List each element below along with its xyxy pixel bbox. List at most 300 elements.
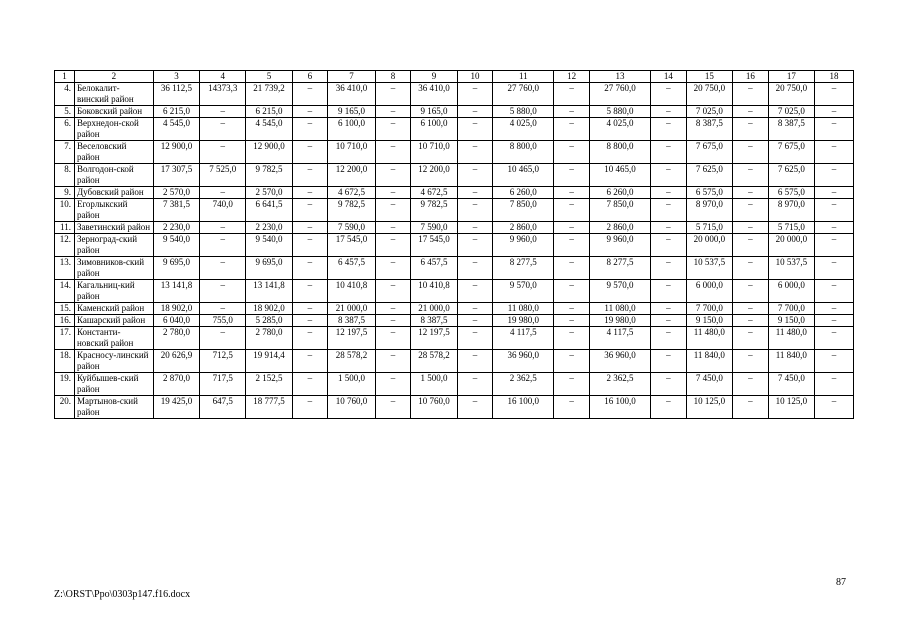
- table-cell: –: [200, 141, 246, 164]
- table-cell: 20 750,0: [686, 83, 732, 106]
- table-cell: 9 540,0: [153, 234, 199, 257]
- table-cell: 4 672,5: [411, 187, 457, 199]
- table-cell: 36 960,0: [493, 350, 554, 373]
- table-cell: –: [375, 199, 411, 222]
- table-cell: 2 860,0: [590, 222, 651, 234]
- table-cell: –: [292, 350, 328, 373]
- table-row: [55, 350, 854, 373]
- table-row: [55, 164, 854, 187]
- table-cell: –: [814, 141, 853, 164]
- table-row: [55, 280, 854, 303]
- row-number: 16.: [55, 315, 75, 327]
- table-cell: –: [375, 234, 411, 257]
- table-cell: 9 782,5: [411, 199, 457, 222]
- table-cell: 7 700,0: [768, 303, 814, 315]
- table-cell: 7 025,0: [768, 106, 814, 118]
- table-cell: 8 277,5: [590, 257, 651, 280]
- table-cell: 712,5: [200, 350, 246, 373]
- table-cell: –: [200, 280, 246, 303]
- table-cell: 2 230,0: [153, 222, 199, 234]
- table-cell: –: [200, 234, 246, 257]
- table-cell: 8 800,0: [590, 141, 651, 164]
- district-name: Константи-новский район: [74, 327, 153, 350]
- table-cell: –: [554, 234, 590, 257]
- table-cell: 16 100,0: [493, 396, 554, 419]
- table-cell: 740,0: [200, 199, 246, 222]
- table-cell: –: [650, 187, 686, 199]
- table-cell: 9 960,0: [493, 234, 554, 257]
- column-number-13: 13: [590, 71, 651, 83]
- table-cell: 12 200,0: [328, 164, 375, 187]
- row-number: 8.: [55, 164, 75, 187]
- table-cell: 4 025,0: [493, 118, 554, 141]
- table-cell: –: [732, 222, 768, 234]
- table-cell: 16 100,0: [590, 396, 651, 419]
- table-cell: 7 590,0: [411, 222, 457, 234]
- row-number: 19.: [55, 373, 75, 396]
- table-cell: –: [375, 164, 411, 187]
- column-number-9: 9: [411, 71, 457, 83]
- column-number-11: 11: [493, 71, 554, 83]
- table-cell: –: [732, 187, 768, 199]
- table-row: [55, 118, 854, 141]
- column-number-16: 16: [732, 71, 768, 83]
- column-number-17: 17: [768, 71, 814, 83]
- district-name: Волгодон-ской район: [74, 164, 153, 187]
- table-cell: –: [375, 257, 411, 280]
- table-cell: 9 570,0: [590, 280, 651, 303]
- table-cell: 7 450,0: [768, 373, 814, 396]
- table-cell: 8 277,5: [493, 257, 554, 280]
- table-cell: 9 165,0: [411, 106, 457, 118]
- table-cell: 2 230,0: [246, 222, 292, 234]
- table-cell: 21 000,0: [328, 303, 375, 315]
- table-cell: 36 112,5: [153, 83, 199, 106]
- table-cell: –: [457, 141, 493, 164]
- table-cell: 8 387,5: [768, 118, 814, 141]
- table-cell: –: [292, 280, 328, 303]
- table-cell: –: [292, 257, 328, 280]
- table-cell: –: [814, 234, 853, 257]
- table-cell: 5 715,0: [768, 222, 814, 234]
- table-cell: –: [457, 396, 493, 419]
- table-cell: –: [457, 315, 493, 327]
- row-number: 20.: [55, 396, 75, 419]
- table-cell: –: [375, 396, 411, 419]
- table-row: [55, 234, 854, 257]
- table-cell: 4 025,0: [590, 118, 651, 141]
- table-cell: –: [375, 222, 411, 234]
- row-number: 4.: [55, 83, 75, 106]
- column-number-6: 6: [292, 71, 328, 83]
- table-cell: 8 800,0: [493, 141, 554, 164]
- table-cell: 10 760,0: [328, 396, 375, 419]
- table-cell: 11 480,0: [768, 327, 814, 350]
- table-cell: –: [814, 199, 853, 222]
- table-cell: 11 080,0: [493, 303, 554, 315]
- table-cell: –: [554, 222, 590, 234]
- table-cell: 7 700,0: [686, 303, 732, 315]
- table-cell: –: [554, 187, 590, 199]
- table-cell: 5 880,0: [493, 106, 554, 118]
- column-number-10: 10: [457, 71, 493, 83]
- table-cell: –: [554, 396, 590, 419]
- table-cell: 36 410,0: [411, 83, 457, 106]
- column-number-15: 15: [686, 71, 732, 83]
- column-number-18: 18: [814, 71, 853, 83]
- table-cell: 18 902,0: [153, 303, 199, 315]
- district-name: Боковский район: [74, 106, 153, 118]
- table-cell: 2 780,0: [153, 327, 199, 350]
- table-cell: 2 570,0: [246, 187, 292, 199]
- table-cell: 2 780,0: [246, 327, 292, 350]
- table-cell: 19 425,0: [153, 396, 199, 419]
- table-row: [55, 257, 854, 280]
- table-cell: –: [375, 280, 411, 303]
- table-cell: –: [375, 187, 411, 199]
- table-cell: –: [814, 303, 853, 315]
- district-name: Дубовский район: [74, 187, 153, 199]
- table-cell: –: [814, 222, 853, 234]
- table-cell: –: [457, 280, 493, 303]
- table-cell: –: [457, 303, 493, 315]
- table-cell: –: [732, 118, 768, 141]
- table-cell: –: [650, 106, 686, 118]
- table-cell: –: [457, 350, 493, 373]
- table-cell: 28 578,2: [411, 350, 457, 373]
- table-cell: –: [650, 222, 686, 234]
- table-cell: –: [732, 106, 768, 118]
- table-cell: –: [554, 315, 590, 327]
- column-number-2: 2: [74, 71, 153, 83]
- page-number: 87: [836, 577, 846, 588]
- table-cell: –: [650, 373, 686, 396]
- table-cell: 5 880,0: [590, 106, 651, 118]
- table-cell: –: [457, 234, 493, 257]
- table-cell: –: [375, 118, 411, 141]
- table-cell: –: [292, 187, 328, 199]
- table-cell: 7 625,0: [768, 164, 814, 187]
- table-cell: 2 152,5: [246, 373, 292, 396]
- table-cell: –: [200, 187, 246, 199]
- table-cell: 12 900,0: [246, 141, 292, 164]
- table-cell: –: [650, 199, 686, 222]
- table-cell: –: [732, 164, 768, 187]
- table-cell: 717,5: [200, 373, 246, 396]
- table-cell: –: [650, 234, 686, 257]
- table-cell: 10 125,0: [686, 396, 732, 419]
- table-cell: 755,0: [200, 315, 246, 327]
- table-cell: –: [814, 315, 853, 327]
- table-cell: 13 141,8: [246, 280, 292, 303]
- column-number-7: 7: [328, 71, 375, 83]
- table-cell: 2 362,5: [493, 373, 554, 396]
- table-cell: –: [732, 141, 768, 164]
- table-cell: –: [650, 83, 686, 106]
- table-cell: 9 782,5: [328, 199, 375, 222]
- table-row: [55, 373, 854, 396]
- table-cell: 7 381,5: [153, 199, 199, 222]
- table-cell: –: [457, 257, 493, 280]
- table-cell: 9 570,0: [493, 280, 554, 303]
- district-name: Егорлыкский район: [74, 199, 153, 222]
- table-row: [55, 83, 854, 106]
- table-cell: 6 641,5: [246, 199, 292, 222]
- table-cell: –: [650, 257, 686, 280]
- table-cell: –: [732, 373, 768, 396]
- table-cell: 12 200,0: [411, 164, 457, 187]
- table-cell: 2 570,0: [153, 187, 199, 199]
- table-cell: –: [814, 350, 853, 373]
- district-name: Заветинский район: [74, 222, 153, 234]
- table-cell: 10 760,0: [411, 396, 457, 419]
- table-cell: 12 900,0: [153, 141, 199, 164]
- column-number-14: 14: [650, 71, 686, 83]
- row-number: 7.: [55, 141, 75, 164]
- table-cell: 647,5: [200, 396, 246, 419]
- row-number: 11.: [55, 222, 75, 234]
- table-cell: –: [732, 257, 768, 280]
- table-cell: 6 100,0: [411, 118, 457, 141]
- table-cell: –: [554, 199, 590, 222]
- table-cell: –: [292, 315, 328, 327]
- table-cell: –: [554, 118, 590, 141]
- table-cell: 8 387,5: [686, 118, 732, 141]
- table-cell: 4 117,5: [590, 327, 651, 350]
- table-cell: 6 457,5: [411, 257, 457, 280]
- table-cell: 36 960,0: [590, 350, 651, 373]
- table-cell: 10 465,0: [590, 164, 651, 187]
- table-cell: 6 215,0: [246, 106, 292, 118]
- table-cell: 10 710,0: [411, 141, 457, 164]
- table-cell: –: [375, 83, 411, 106]
- table-cell: –: [814, 164, 853, 187]
- table-cell: 11 080,0: [590, 303, 651, 315]
- table-cell: 2 362,5: [590, 373, 651, 396]
- table-cell: –: [814, 280, 853, 303]
- table-cell: –: [292, 234, 328, 257]
- table-row: [55, 303, 854, 315]
- district-name: Мартынов-ский район: [74, 396, 153, 419]
- table-cell: 6 575,0: [686, 187, 732, 199]
- table-cell: –: [814, 327, 853, 350]
- table-cell: –: [732, 280, 768, 303]
- table-cell: 17 545,0: [328, 234, 375, 257]
- table-cell: 7 525,0: [200, 164, 246, 187]
- table-cell: 7 025,0: [686, 106, 732, 118]
- table-cell: 19 980,0: [590, 315, 651, 327]
- table-cell: –: [650, 280, 686, 303]
- table-cell: 7 850,0: [493, 199, 554, 222]
- table-cell: 8 387,5: [328, 315, 375, 327]
- table-cell: 7 450,0: [686, 373, 732, 396]
- table-cell: –: [650, 396, 686, 419]
- table-cell: 27 760,0: [493, 83, 554, 106]
- column-number-4: 4: [200, 71, 246, 83]
- column-number-8: 8: [375, 71, 411, 83]
- table-cell: –: [457, 187, 493, 199]
- table-cell: 12 197,5: [411, 327, 457, 350]
- table-cell: –: [650, 303, 686, 315]
- table-cell: –: [292, 106, 328, 118]
- table-cell: 20 000,0: [768, 234, 814, 257]
- table-cell: –: [457, 106, 493, 118]
- district-name: Кагальниц-кий район: [74, 280, 153, 303]
- table-cell: 10 410,8: [328, 280, 375, 303]
- table-cell: –: [375, 141, 411, 164]
- table-cell: 7 625,0: [686, 164, 732, 187]
- table-cell: –: [650, 164, 686, 187]
- table-cell: –: [732, 234, 768, 257]
- table-cell: –: [292, 164, 328, 187]
- table-cell: 6 260,0: [590, 187, 651, 199]
- table-cell: 21 000,0: [411, 303, 457, 315]
- table-cell: –: [457, 164, 493, 187]
- table-cell: –: [457, 199, 493, 222]
- table-cell: –: [554, 257, 590, 280]
- table-cell: –: [200, 303, 246, 315]
- table-cell: –: [375, 373, 411, 396]
- table-cell: –: [457, 118, 493, 141]
- district-name: Белокалит-винский район: [74, 83, 153, 106]
- table-cell: –: [457, 327, 493, 350]
- table-cell: 9 540,0: [246, 234, 292, 257]
- table-cell: –: [200, 118, 246, 141]
- table-row: [55, 222, 854, 234]
- table-cell: 6 040,0: [153, 315, 199, 327]
- table-cell: 10 410,8: [411, 280, 457, 303]
- district-name: Зимовников-ский район: [74, 257, 153, 280]
- district-name: Верхнедон-ской район: [74, 118, 153, 141]
- table-cell: –: [650, 141, 686, 164]
- column-number-3: 3: [153, 71, 199, 83]
- table-cell: 6 260,0: [493, 187, 554, 199]
- table-cell: –: [457, 83, 493, 106]
- table-cell: –: [292, 83, 328, 106]
- table-cell: –: [200, 106, 246, 118]
- table-cell: 9 165,0: [328, 106, 375, 118]
- table-cell: 28 578,2: [328, 350, 375, 373]
- table-cell: 6 100,0: [328, 118, 375, 141]
- table-cell: –: [292, 141, 328, 164]
- district-name: Каменский район: [74, 303, 153, 315]
- table-cell: –: [554, 141, 590, 164]
- table-cell: 7 590,0: [328, 222, 375, 234]
- table-cell: –: [814, 373, 853, 396]
- table-cell: 9 695,0: [153, 257, 199, 280]
- table-cell: –: [292, 373, 328, 396]
- table-cell: –: [732, 83, 768, 106]
- table-row: [55, 141, 854, 164]
- district-name: Веселовский район: [74, 141, 153, 164]
- table-cell: –: [814, 118, 853, 141]
- table-cell: 18 777,5: [246, 396, 292, 419]
- table-row: [55, 327, 854, 350]
- table-cell: –: [814, 257, 853, 280]
- table-cell: 8 387,5: [411, 315, 457, 327]
- table-cell: 13 141,8: [153, 280, 199, 303]
- table-cell: –: [650, 327, 686, 350]
- table-cell: 11 840,0: [768, 350, 814, 373]
- table-cell: 27 760,0: [590, 83, 651, 106]
- table-cell: 20 750,0: [768, 83, 814, 106]
- table-cell: 17 307,5: [153, 164, 199, 187]
- table-cell: 20 000,0: [686, 234, 732, 257]
- table-cell: 10 537,5: [768, 257, 814, 280]
- table-cell: –: [292, 396, 328, 419]
- district-name: Куйбышев-ский район: [74, 373, 153, 396]
- table-row: [55, 187, 854, 199]
- table-cell: 4 117,5: [493, 327, 554, 350]
- table-cell: –: [554, 106, 590, 118]
- district-name: Зерноград-ский район: [74, 234, 153, 257]
- data-table: [54, 70, 854, 419]
- table-cell: –: [457, 222, 493, 234]
- row-number: 6.: [55, 118, 75, 141]
- table-cell: 11 480,0: [686, 327, 732, 350]
- table-cell: 14373,3: [200, 83, 246, 106]
- table-cell: 9 782,5: [246, 164, 292, 187]
- table-cell: –: [200, 222, 246, 234]
- row-number: 13.: [55, 257, 75, 280]
- table-cell: –: [375, 315, 411, 327]
- table-cell: –: [292, 327, 328, 350]
- table-row: [55, 315, 854, 327]
- table-cell: 2 860,0: [493, 222, 554, 234]
- table-row: [55, 199, 854, 222]
- table-cell: 10 537,5: [686, 257, 732, 280]
- table-cell: 9 150,0: [768, 315, 814, 327]
- row-number: 5.: [55, 106, 75, 118]
- table-cell: –: [814, 106, 853, 118]
- table-cell: –: [650, 118, 686, 141]
- row-number: 9.: [55, 187, 75, 199]
- table-cell: –: [814, 83, 853, 106]
- table-cell: 5 285,0: [246, 315, 292, 327]
- column-number-5: 5: [246, 71, 292, 83]
- table-cell: –: [554, 350, 590, 373]
- column-number-1: 1: [55, 71, 75, 83]
- table-cell: 18 902,0: [246, 303, 292, 315]
- district-name: Кашарский район: [74, 315, 153, 327]
- table-cell: 7 850,0: [590, 199, 651, 222]
- table-cell: 17 545,0: [411, 234, 457, 257]
- table-cell: –: [375, 303, 411, 315]
- table-cell: 10 465,0: [493, 164, 554, 187]
- table-cell: 12 197,5: [328, 327, 375, 350]
- table-cell: –: [554, 83, 590, 106]
- row-number: 17.: [55, 327, 75, 350]
- table-cell: –: [375, 327, 411, 350]
- table-cell: –: [554, 280, 590, 303]
- table-cell: 9 695,0: [246, 257, 292, 280]
- table-cell: –: [554, 164, 590, 187]
- table-cell: 9 150,0: [686, 315, 732, 327]
- table-cell: –: [732, 350, 768, 373]
- table-cell: –: [554, 303, 590, 315]
- table-row: [55, 106, 854, 118]
- table-cell: 19 980,0: [493, 315, 554, 327]
- column-number-row: [55, 71, 854, 83]
- table-cell: –: [650, 350, 686, 373]
- table-cell: –: [200, 257, 246, 280]
- table-cell: 4 672,5: [328, 187, 375, 199]
- row-number: 12.: [55, 234, 75, 257]
- table-cell: 7 675,0: [768, 141, 814, 164]
- table-cell: –: [650, 315, 686, 327]
- table-cell: 4 545,0: [246, 118, 292, 141]
- table-cell: 6 000,0: [686, 280, 732, 303]
